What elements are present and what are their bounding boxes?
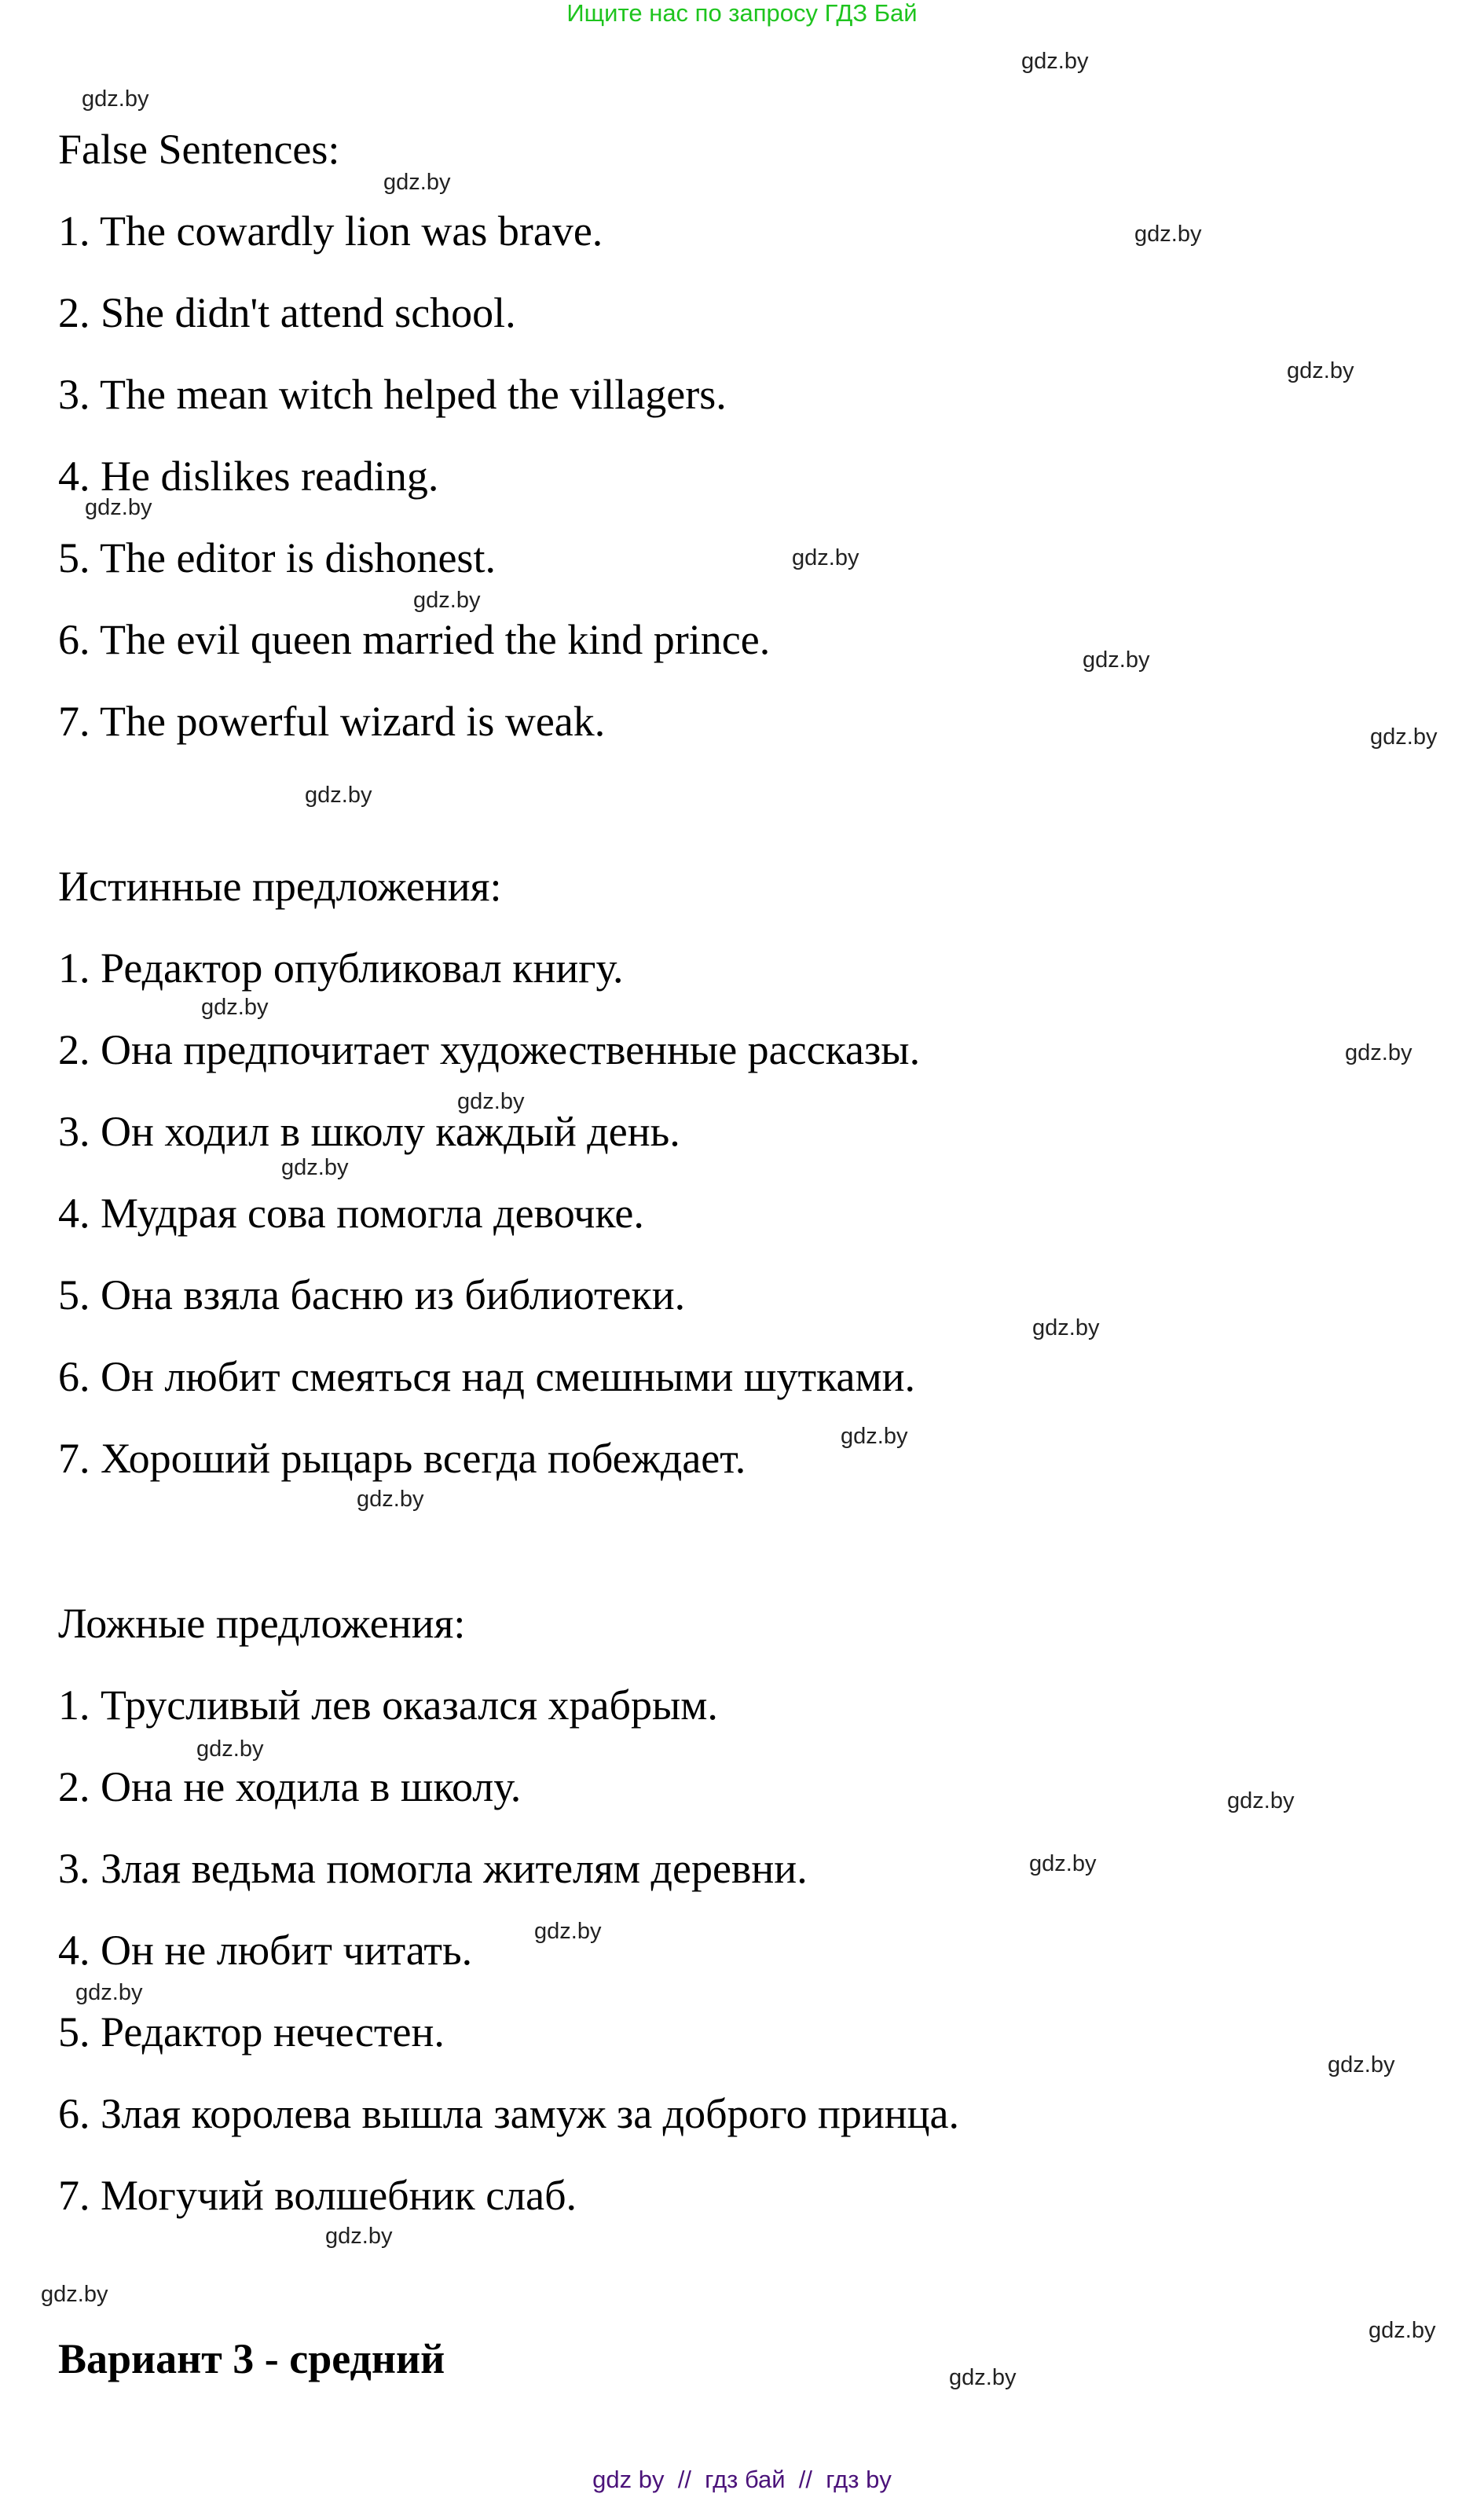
list-item: 4. He dislikes reading. <box>58 453 439 500</box>
list-item: 5. The editor is dishonest. <box>58 534 496 581</box>
watermark: gdz.by <box>82 86 149 112</box>
list-item: 3. Злая ведьма помогла жителям деревни. <box>58 1845 808 1892</box>
list-item: 5. Она взяла басню из библиотеки. <box>58 1271 686 1318</box>
list-item: 6. Он любит смеяться над смешными шутками. <box>58 1353 916 1400</box>
list-item: 1. The cowardly lion was brave. <box>58 207 603 255</box>
watermark: gdz.by <box>1021 49 1089 74</box>
watermark: gdz.by <box>1287 358 1354 383</box>
watermark: gdz.by <box>534 1919 602 1944</box>
watermark: gdz.by <box>841 1424 908 1449</box>
watermark: gdz.by <box>413 588 481 613</box>
footer-links[interactable]: gdz by // гдз бай // гдз by <box>592 2466 892 2493</box>
list-item: 3. Он ходил в школу каждый день. <box>58 1108 680 1155</box>
watermark: gdz.by <box>1328 2052 1395 2077</box>
watermark: gdz.by <box>325 2224 393 2249</box>
watermark: gdz.by <box>1370 724 1438 750</box>
watermark: gdz.by <box>201 995 269 1020</box>
watermark: gdz.by <box>1227 1788 1295 1813</box>
watermark: gdz.by <box>357 1487 424 1512</box>
watermark: gdz.by <box>85 495 152 520</box>
watermark: gdz.by <box>1134 222 1202 247</box>
watermark: gdz.by <box>196 1736 264 1762</box>
watermark: gdz.by <box>75 1980 143 2005</box>
list-item: 4. Он не любит читать. <box>58 1927 473 1974</box>
list-item: 2. Она не ходила в школу. <box>58 1763 522 1810</box>
list-item: 7. The powerful wizard is weak. <box>58 698 606 745</box>
watermark: gdz.by <box>41 2282 108 2307</box>
watermark: gdz.by <box>1032 1315 1100 1340</box>
list-item: 6. The evil queen married the kind prince. <box>58 616 771 663</box>
watermark: gdz.by <box>1083 647 1150 673</box>
watermark: gdz.by <box>792 545 859 570</box>
list-item: 5. Редактор нечестен. <box>58 2008 445 2055</box>
list-item: 1. Редактор опубликовал книгу. <box>58 944 624 992</box>
list-item: 6. Злая королева вышла замуж за доброго принца. <box>58 2090 959 2137</box>
list-item: 7. Хороший рыцарь всегда побеждает. <box>58 1435 746 1482</box>
watermark: gdz.by <box>281 1155 349 1180</box>
list-item: 3. The mean witch helped the villagers. <box>58 371 727 418</box>
section-title-false-sentences: False Sentences: <box>58 126 340 173</box>
list-item: 7. Могучий волшебник слаб. <box>58 2172 577 2219</box>
list-item: 2. She didn't attend school. <box>58 289 516 336</box>
list-item: 2. Она предпочитает художественные рассказы. <box>58 1026 921 1073</box>
section-title-false-sentences-ru: Ложные предложения: <box>58 1600 466 1647</box>
watermark: gdz.by <box>457 1089 525 1114</box>
watermark: gdz.by <box>949 2365 1017 2390</box>
list-item: 1. Трусливый лев оказался храбрым. <box>58 1681 718 1729</box>
watermark: gdz.by <box>305 783 372 808</box>
watermark: gdz.by <box>1345 1040 1413 1065</box>
watermark: gdz.by <box>383 170 451 195</box>
variant-heading: Вариант 3 - средний <box>58 2335 445 2382</box>
search-banner: Ищите нас по запросу ГДЗ Бай <box>566 0 918 27</box>
watermark: gdz.by <box>1369 2318 1436 2343</box>
section-title-true-sentences-ru: Истинные предложения: <box>58 863 502 910</box>
watermark: gdz.by <box>1029 1851 1097 1876</box>
list-item: 4. Мудрая сова помогла девочке. <box>58 1190 644 1237</box>
